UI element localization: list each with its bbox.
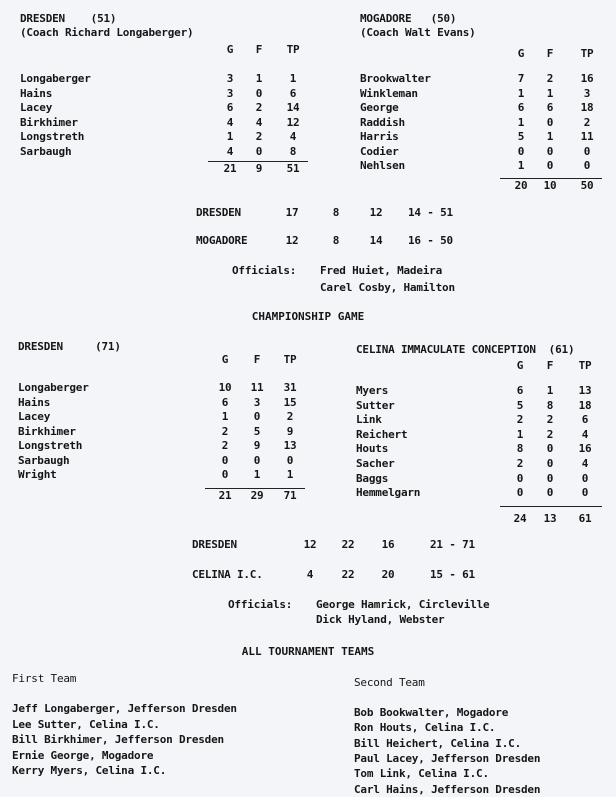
second-team-list-player: Ron Houts, Celina I.C. [354, 721, 496, 735]
g2-quarters-q3: 20 [381, 568, 395, 581]
g1-left-player-f: 0 [255, 144, 263, 158]
first-team-list-player: Bill Birkhimer, Jefferson Dresden [12, 733, 224, 746]
g1-left-player-g: 6 [226, 101, 234, 114]
first-team-list-player: Kerry Myers, Celina I.C. [12, 764, 167, 777]
g1-right-player-name: Harris [360, 130, 399, 143]
g1-quarters-q3: 14 [369, 234, 383, 247]
g1-left-player-name: Sarbaugh [20, 144, 72, 158]
g1-right-total-tp: 50 [580, 179, 594, 192]
g2-right-player-name: Sacher [356, 457, 395, 470]
g1-right-player-f: 0 [546, 144, 554, 158]
g1-right-player-g: 1 [517, 86, 525, 100]
second-team-list-player: Carl Hains, Jefferson Dresden [354, 782, 541, 796]
g2-left-player-name: Longaberger [18, 381, 89, 394]
g1-right-player-tp: 18 [580, 101, 594, 114]
g1-right-header-g: G [517, 47, 525, 60]
g2-quarters-q1: 4 [306, 568, 314, 581]
g2-left-player-name: Birkhimer [18, 424, 76, 438]
g2-left-player-f: 0 [253, 453, 261, 467]
all-tournament-title: ALL TOURNAMENT TEAMS [241, 645, 375, 658]
g1-left-player-tp: 8 [289, 144, 297, 158]
g2-right-player-tp: 4 [581, 427, 589, 441]
g1-right-player-name: Winkleman [360, 86, 418, 100]
g2-left-player-g: 2 [221, 439, 229, 452]
g1-left-player-g: 3 [226, 72, 234, 85]
g1-right-total-g: 20 [514, 179, 528, 192]
g2-right-player-f: 0 [546, 457, 554, 470]
g2-right-player-g: 2 [516, 457, 524, 470]
g2-left-total-f: 29 [250, 489, 264, 502]
g2-left-player-g: 2 [221, 424, 229, 438]
g1-left-total-f: 9 [255, 162, 263, 175]
g1-right-player-tp: 3 [583, 86, 591, 100]
g2-left-player-g: 10 [218, 381, 232, 394]
g1-left-player-name: Longstreth [20, 130, 85, 143]
second-team-list-player: Tom Link, Celina I.C. [354, 767, 489, 781]
g1-left-player-g: 1 [226, 130, 234, 143]
g2-right-player-f: 0 [546, 486, 554, 500]
g1-quarters-q2: 8 [332, 234, 340, 247]
g2-right-player-tp: 4 [581, 457, 589, 470]
first-team-list-player: Jeff Longaberger, Jefferson Dresden [12, 702, 237, 715]
first-team-list-player: Ernie George, Mogadore [12, 748, 154, 762]
g1-left-player-f: 2 [255, 130, 263, 143]
g1-quarters-q1: 17 [285, 206, 299, 219]
game1-official-2: Carel Cosby, Hamilton [320, 281, 455, 294]
g1-right-player-g: 1 [517, 159, 525, 172]
g1-right-player-g: 6 [517, 101, 525, 114]
game2-official-2: Dick Hyland, Webster [316, 613, 445, 626]
g2-left-player-tp: 1 [286, 468, 294, 481]
g2-left-player-g: 0 [221, 468, 229, 481]
g1-left-player-tp: 1 [289, 72, 297, 85]
g1-left-total-g: 21 [223, 162, 237, 175]
g2-right-player-f: 0 [546, 471, 554, 485]
g1-right-player-name: George [360, 101, 399, 114]
game1-left-title: DRESDEN (51) [20, 12, 117, 25]
g1-quarters-final: 16 - 50 [408, 234, 453, 247]
g2-right-total-rule [500, 506, 602, 507]
g1-right-player-f: 2 [546, 72, 554, 85]
g2-right-header-f: F [546, 359, 554, 372]
g1-left-player-tp: 6 [289, 86, 297, 100]
g1-right-player-f: 1 [546, 86, 554, 100]
g2-right-player-tp: 6 [581, 413, 589, 427]
g2-right-total-g: 24 [513, 512, 527, 525]
g2-left-header-f: F [253, 353, 261, 366]
g2-left-player-tp: 0 [286, 453, 294, 467]
g2-quarters-final: 21 - 71 [430, 538, 475, 551]
g2-right-player-tp: 13 [578, 384, 592, 397]
g2-left-player-tp: 13 [283, 439, 297, 452]
g1-left-player-name: Lacey [20, 101, 53, 114]
g1-left-player-tp: 4 [289, 130, 297, 143]
g2-left-player-tp: 31 [283, 381, 297, 394]
game1-right-coach: (Coach Walt Evans) [360, 26, 476, 39]
g2-right-player-name: Baggs [356, 471, 389, 485]
g1-right-player-tp: 0 [583, 159, 591, 172]
g1-right-player-name: Brookwalter [360, 72, 431, 85]
g2-left-player-tp: 15 [283, 395, 297, 409]
g1-left-player-f: 4 [255, 115, 263, 129]
g2-right-player-g: 1 [516, 427, 524, 441]
g1-quarters-final: 14 - 51 [408, 206, 453, 219]
g1-left-player-f: 0 [255, 86, 263, 100]
g2-right-player-g: 0 [516, 471, 524, 485]
g2-right-player-g: 0 [516, 486, 524, 500]
g2-left-player-f: 3 [253, 395, 261, 409]
game1-official-1: Fred Huiet, Madeira [320, 264, 443, 277]
g1-right-player-g: 1 [517, 115, 525, 129]
g2-right-player-g: 5 [516, 398, 524, 412]
g1-right-player-g: 7 [517, 72, 525, 85]
g1-left-total-tp: 51 [286, 162, 300, 175]
g1-left-player-name: Hains [20, 86, 53, 100]
g2-left-player-tp: 9 [286, 424, 294, 438]
g2-left-player-name: Lacey [18, 410, 51, 423]
g2-quarters-q2: 22 [341, 568, 355, 581]
g2-left-total-tp: 71 [283, 489, 297, 502]
g2-left-header-g: G [221, 353, 229, 366]
g2-right-player-tp: 16 [578, 442, 592, 456]
g2-left-player-f: 5 [253, 424, 261, 438]
g1-left-header-tp: TP [286, 43, 300, 56]
championship-title: CHAMPIONSHIP GAME [251, 310, 365, 323]
g2-left-player-name: Wright [18, 468, 57, 481]
g1-quarters-team: DRESDEN [196, 206, 241, 219]
g1-quarters-team: MOGADORE [196, 234, 248, 247]
g2-right-player-name: Houts [356, 442, 389, 456]
g1-right-header-f: F [546, 47, 554, 60]
g2-quarters-team: DRESDEN [192, 538, 237, 551]
g2-right-player-name: Sutter [356, 398, 395, 412]
g2-right-player-name: Myers [356, 384, 389, 397]
g1-right-player-f: 0 [546, 159, 554, 172]
g2-quarters-q1: 12 [303, 538, 317, 551]
g2-left-header-tp: TP [283, 353, 297, 366]
g2-left-player-f: 1 [253, 468, 261, 481]
g1-right-total-f: 10 [543, 179, 557, 192]
g2-left-player-f: 9 [253, 439, 261, 452]
g2-right-player-name: Reichert [356, 427, 408, 441]
g1-right-header-tp: TP [580, 47, 594, 60]
g2-right-player-g: 2 [516, 413, 524, 427]
g2-left-player-f: 11 [250, 381, 264, 394]
g1-left-header-g: G [226, 43, 234, 56]
g1-right-player-f: 6 [546, 101, 554, 114]
g2-left-player-name: Sarbaugh [18, 453, 70, 467]
g2-right-player-f: 2 [546, 413, 554, 427]
g2-quarters-q3: 16 [381, 538, 395, 551]
g2-right-header-g: G [516, 359, 524, 372]
g1-right-player-name: Codier [360, 144, 399, 158]
g1-quarters-q1: 12 [285, 234, 299, 247]
game2-official-1: George Hamrick, Circleville [316, 598, 490, 611]
g2-left-player-name: Hains [18, 395, 51, 409]
g1-right-player-tp: 11 [580, 130, 594, 143]
g1-left-player-name: Birkhimer [20, 115, 78, 129]
g1-right-player-tp: 0 [583, 144, 591, 158]
g1-right-player-f: 0 [546, 115, 554, 129]
game1-right-title: MOGADORE (50) [360, 12, 457, 25]
g1-right-player-name: Raddish [360, 115, 405, 129]
g1-left-player-name: Longaberger [20, 72, 91, 85]
g1-right-player-name: Nehlsen [360, 159, 405, 172]
g1-left-player-f: 2 [255, 101, 263, 114]
game1-left-coach: (Coach Richard Longaberger) [20, 26, 194, 39]
g1-left-player-tp: 14 [286, 101, 300, 114]
g1-right-player-f: 1 [546, 130, 554, 143]
second-team-list-player: Bill Heichert, Celina I.C. [354, 736, 521, 750]
g2-right-player-f: 0 [546, 442, 554, 456]
g1-left-player-tp: 12 [286, 115, 300, 129]
g2-right-player-f: 1 [546, 384, 554, 397]
g1-right-player-tp: 2 [583, 115, 591, 129]
g1-left-header-f: F [255, 43, 263, 56]
first-team-list-player: Lee Sutter, Celina I.C. [12, 717, 160, 731]
g2-left-player-name: Longstreth [18, 439, 83, 452]
g2-right-player-f: 8 [546, 398, 554, 412]
g2-right-total-f: 13 [543, 512, 557, 525]
g1-left-player-g: 4 [226, 144, 234, 158]
g2-left-player-g: 0 [221, 453, 229, 467]
g2-quarters-q2: 22 [341, 538, 355, 551]
second-team-list-player: Bob Bookwalter, Mogadore [354, 706, 509, 719]
game1-officials-label: Officials: [232, 264, 297, 277]
g1-quarters-q3: 12 [369, 206, 383, 219]
g2-right-total-tp: 61 [578, 512, 592, 525]
g1-left-player-g: 3 [226, 86, 234, 100]
g2-right-player-tp: 0 [581, 486, 589, 500]
g2-right-player-g: 8 [516, 442, 524, 456]
g2-quarters-final: 15 - 61 [430, 568, 475, 581]
g1-right-player-g: 5 [517, 130, 525, 143]
game2-left-title: DRESDEN (71) [18, 340, 121, 353]
game2-officials-label: Officials: [228, 598, 293, 611]
g2-left-player-g: 1 [221, 410, 229, 423]
g2-left-player-tp: 2 [286, 410, 294, 423]
g1-left-player-f: 1 [255, 72, 263, 85]
g2-left-total-g: 21 [218, 489, 232, 502]
g2-right-player-tp: 18 [578, 398, 592, 412]
first-team-label: First Team [12, 672, 77, 685]
g2-right-header-tp: TP [578, 359, 592, 372]
g1-right-player-tp: 16 [580, 72, 594, 85]
second-team-list-player: Paul Lacey, Jefferson Dresden [354, 751, 541, 765]
g2-quarters-team: CELINA I.C. [192, 568, 263, 581]
g2-right-player-g: 6 [516, 384, 524, 397]
g2-right-player-name: Link [356, 413, 382, 427]
game2-right-title: CELINA IMMACULATE CONCEPTION (61) [356, 343, 575, 356]
g2-right-player-name: Hemmelgarn [356, 486, 421, 500]
g1-quarters-q2: 8 [332, 206, 340, 219]
g1-right-player-g: 0 [517, 144, 525, 158]
g2-right-player-tp: 0 [581, 471, 589, 485]
second-team-label: Second Team [354, 676, 425, 689]
g1-left-player-g: 4 [226, 115, 234, 129]
g2-left-player-f: 0 [253, 410, 261, 423]
g2-left-player-g: 6 [221, 395, 229, 409]
g2-right-player-f: 2 [546, 427, 554, 441]
